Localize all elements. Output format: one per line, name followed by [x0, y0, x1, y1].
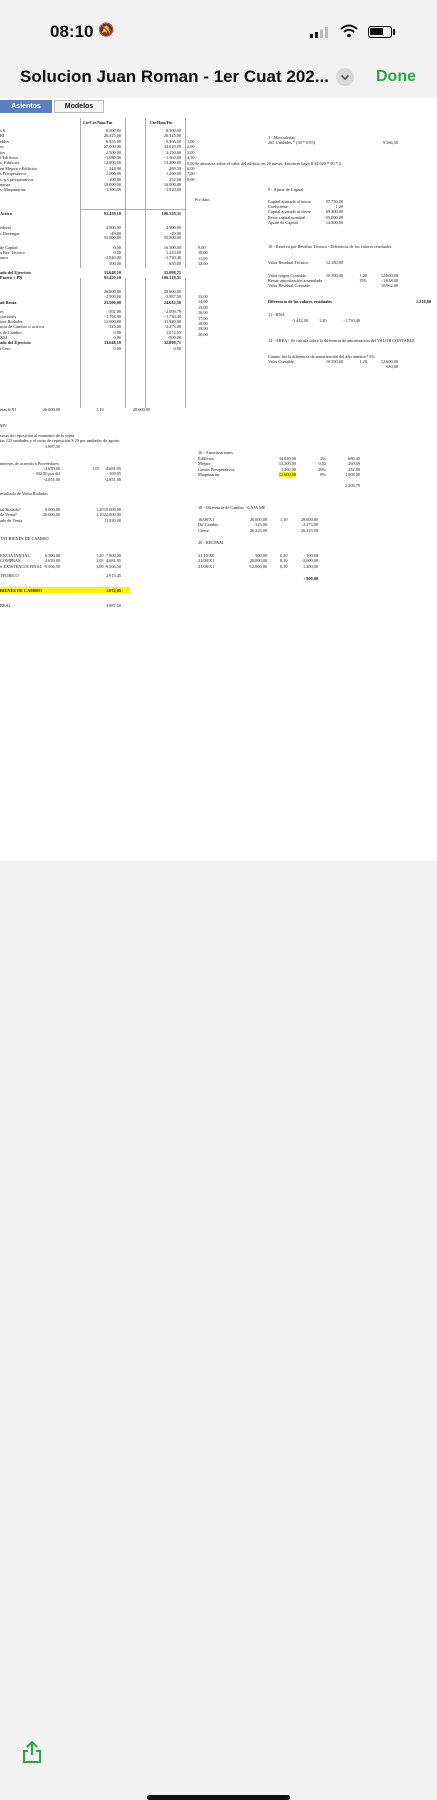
value-cell: 8.500,00 — [105, 128, 121, 133]
value-cell: 32.098,71 — [163, 340, 181, 345]
value-cell: 500,00 — [255, 553, 267, 558]
value-cell: 22.000,00 — [103, 512, 121, 518]
row-label: REAL — [0, 603, 12, 608]
row-label: Edificios — [198, 456, 214, 461]
tab-modelos[interactable]: Modelos — [54, 100, 104, 113]
value-cell: -1.730,40 — [343, 318, 360, 323]
value-cell: -1.638,00 — [381, 278, 398, 284]
value-cell: 20.000,00 — [249, 558, 267, 564]
value-cell: 0,00 — [113, 330, 121, 335]
row-label: s S — [0, 128, 6, 133]
value-cell: 26.325,00 — [163, 133, 181, 139]
row-label: ado del Ejercicio — [0, 270, 31, 275]
value-cell: 325,00 — [109, 324, 121, 329]
row-label: Coeficiente — [268, 204, 288, 210]
value-cell: -392,00 — [107, 309, 121, 314]
value-cell: 3.987,50 — [105, 603, 121, 608]
value-cell: -2.099,79 — [164, 309, 181, 314]
section-title: ntereses de acuerdo a Proveedores — [0, 461, 59, 466]
value-cell: -9.566,50 — [43, 563, 60, 569]
row-label: ado del Ejercicio — [0, 340, 31, 345]
section-title: 16 - Amortizaciones — [198, 450, 233, 455]
section-title: 12 - AREA - Se calcula sobre la diferencia de amortización del VALOR CONTABLE — [268, 338, 415, 343]
value-cell: 10.000,00 — [103, 182, 121, 187]
value-cell: 10.000,00 — [103, 507, 121, 512]
wifi-icon — [340, 24, 358, 38]
value-cell: 6.500,00 — [44, 553, 60, 558]
value-cell: 2.915,45 — [105, 573, 121, 578]
value-cell: 0,00 — [113, 250, 121, 255]
share-icon[interactable] — [22, 1740, 42, 1764]
value-cell: 12.000,00 — [103, 319, 121, 324]
value-cell: 1.000,00 — [105, 171, 121, 177]
row-label: s: g.s preoperativos — [0, 176, 34, 182]
chevron-down-icon[interactable] — [336, 68, 354, 86]
value-cell: 0,10 — [280, 558, 288, 564]
value-cell: 1,10 — [96, 512, 104, 518]
value-cell: 1,20 — [359, 273, 367, 278]
value-cell: 26.000,00 — [249, 517, 267, 522]
row-label: s: Maquinarias — [0, 187, 26, 193]
row-label: Gastos Preoperativos — [198, 466, 235, 472]
value-cell: 2.209,79 — [344, 483, 360, 488]
value-cell: 0,10 — [280, 563, 288, 569]
entry-index: 12,00 — [198, 261, 208, 267]
note-text: 265 Unidades * (30 * 0,95) — [268, 140, 316, 145]
value-cell: 8% — [320, 471, 326, 477]
row-label: s de Cambio — [0, 330, 22, 335]
value-cell: - 100,00 — [303, 553, 318, 558]
value-cell: 1,20 — [359, 359, 367, 364]
value-cell: 20.000,00 — [42, 512, 60, 518]
value-cell: 1.072,05 — [105, 588, 121, 593]
value-cell: -2.500,00 — [104, 294, 121, 299]
value-cell: 1,20 — [335, 204, 343, 210]
row-label: onos — [0, 255, 9, 260]
home-indicator — [147, 1795, 290, 1800]
row-label: Cuanto fue la diferencia de amortización del año anterior? 5% — [268, 354, 375, 359]
row-label: tal Rodado? — [0, 507, 21, 512]
value-cell: 13.200,00 — [163, 160, 181, 166]
value-cell: 0,20 — [280, 553, 288, 558]
value-cell: -2.000,00 — [301, 558, 318, 564]
value-cell: 0,02 — [318, 461, 326, 467]
row-label: de Capital — [0, 245, 18, 250]
value-cell: 34.020,00 — [163, 144, 181, 150]
entry-index: 20,00 — [198, 331, 208, 337]
activo-total: 91.459,10 — [103, 211, 121, 216]
navigation-bar — [0, 60, 437, 98]
value-cell: -4.681,95 — [104, 466, 121, 471]
value-cell: 3.987,50 — [44, 444, 60, 449]
battery-icon — [368, 26, 392, 38]
activo-label: Activo — [0, 211, 12, 216]
section-title: 20 - RECPAM — [198, 540, 224, 545]
row-label: s Devengar — [0, 231, 20, 236]
value-cell: 4.900,00 — [165, 225, 181, 230]
row-label: Mejora — [198, 461, 211, 467]
value-cell: 12.000,00 — [103, 160, 121, 166]
value-cell: 20% — [318, 466, 326, 472]
value-cell: 12.600,00 — [380, 273, 398, 278]
row-label: XM — [0, 335, 7, 340]
value-cell: 10.962,00 — [380, 283, 398, 289]
row-label: Restar amortización acumulada — [268, 278, 323, 284]
row-label: narias — [0, 182, 11, 187]
value-cell: -49,00 — [169, 231, 181, 236]
value-cell: 252,00 — [169, 176, 181, 182]
value-cell: 4.900,00 — [105, 225, 121, 230]
value-cell: 33.648,10 — [103, 270, 121, 275]
value-cell: -49,00 — [109, 231, 121, 236]
value-cell: 69.300,00 — [325, 209, 343, 215]
value-cell: 2.500,00 — [105, 149, 121, 155]
entry-index: 4,50 — [187, 155, 195, 161]
row-label: 21/08/X1 — [198, 558, 215, 564]
entry-index: 11,00 — [198, 255, 208, 261]
value-cell: 26.000,00 — [103, 289, 121, 294]
value-cell: 13.200,00 — [278, 461, 296, 467]
value-cell: 11.920,00 — [163, 319, 181, 324]
value-cell: 1.072,05 — [165, 330, 181, 335]
row-label: edores — [0, 225, 12, 230]
section-title: 10 - Reserva por Revaluo Técnico - Diferencia de los valores residuales — [268, 244, 392, 249]
value-cell: 34.020,00 — [278, 456, 296, 461]
value-cell: -1.080,00 — [104, 155, 121, 160]
value-cell: 4.681,95 — [105, 558, 121, 564]
note-text: costo de reposición al momento de la venta — [0, 433, 75, 438]
activo-total: 106.319,31 — [161, 211, 181, 216]
value-cell: 0,00 — [113, 346, 121, 351]
value-cell: 1,10 — [96, 407, 104, 412]
value-cell: 252,00 — [348, 466, 360, 472]
entry-index: 14,00 — [198, 299, 208, 305]
value-cell: 6.955,00 — [105, 138, 121, 144]
row-label: Valor Residual Contable — [268, 283, 311, 289]
value-cell: 244,90 — [109, 165, 121, 171]
note-text: Por dato — [195, 197, 210, 202]
value-cell: 0,00 — [113, 335, 121, 340]
column-header-2: Cte/Hom/Fin — [150, 120, 173, 125]
entry-index: 2,00 — [187, 144, 195, 150]
row-label: 31/10/X0 — [198, 553, 215, 558]
note-text: tas 125 unidades y el costo de reposición $ 29 por unidades de agosto — [0, 438, 120, 443]
value-cell: 55.000,00 — [103, 235, 121, 240]
row-label: ncia de Cambio s/ activos — [0, 324, 45, 329]
row-label: Resto capital nominal — [268, 214, 306, 220]
row-label: r Edificios — [0, 155, 19, 160]
value-cell: -1.794,90 — [104, 314, 121, 319]
row-label: ad Bruta — [0, 300, 17, 305]
value-cell: 1,20 — [319, 318, 327, 323]
value-cell: - 169,05 — [106, 471, 121, 477]
value-cell: 1,10 — [280, 517, 288, 522]
value-cell: -1.360,00 — [164, 155, 181, 160]
value-cell: 1,20 — [96, 553, 104, 558]
value-cell: 11.920,00 — [103, 517, 121, 523]
column-header-1: Cte/Cte/Nom/Fin — [83, 120, 113, 125]
row-label: de Venta? — [0, 512, 17, 518]
value-cell: 26.325,00 — [300, 527, 318, 533]
value-cell: 0,00 — [113, 245, 121, 250]
row-label: Pasivo + PN — [0, 275, 23, 280]
value-cell: 28.600,00 — [132, 407, 150, 412]
row-label: Valor Contable — [268, 359, 294, 364]
value-cell: 55.000,00 — [163, 235, 181, 240]
value-cell: 16.500,00 — [163, 245, 181, 250]
entry-index: 8,00 — [187, 176, 195, 182]
row-label: 21/08/X1 — [198, 563, 215, 569]
entry-index: 18,00 — [198, 321, 208, 326]
value-cell: 28.600,00 — [300, 517, 318, 522]
row-label: Maquinarias — [198, 471, 220, 477]
row-label: Capital ajustado al inicio — [268, 199, 311, 204]
entry-index: 16,00 — [198, 310, 208, 316]
value-cell: 10.500,00 — [325, 359, 343, 364]
value-cell: -2.273,00 — [164, 324, 181, 329]
value-cell: -1.442,00 — [291, 318, 308, 323]
row-label: Ajuste de Capital — [268, 219, 298, 225]
value-cell: 26.325,00 — [249, 527, 267, 533]
row-label: tera Rodados — [0, 319, 23, 324]
row-label: BIENES DE CAMBIO — [0, 588, 43, 593]
row-label: i Cero — [0, 346, 11, 351]
value-cell: 269,39 — [348, 461, 360, 467]
row-label: os — [0, 144, 4, 150]
value-cell: 1.218,00 — [415, 299, 431, 304]
value-cell: 14.300,00 — [325, 219, 343, 225]
value-cell: - 392,00 por dif — [33, 471, 60, 477]
row-label: Dif.Cambio — [198, 522, 219, 528]
tab-asientos[interactable]: Asientos — [0, 100, 52, 113]
value-cell: 9.566,50 — [382, 140, 398, 145]
row-label: BI — [0, 133, 5, 139]
document-title: Solucion Juan Roman - 1er Cuat 202... — [20, 67, 329, 86]
value-cell: 2% — [320, 456, 326, 461]
row-label: Capital ajustado al cierre — [268, 209, 311, 215]
entry-index: 13,00 — [198, 294, 208, 299]
entry-index: 15,00 — [198, 304, 208, 310]
section-title: resultado de Venta Rodados — [0, 491, 48, 496]
entry-index: 19,00 — [198, 326, 208, 332]
value-cell: 10.500,00 — [325, 273, 343, 278]
section-title: 11 - RNA — [268, 312, 285, 317]
value-cell: 106.319,31 — [161, 275, 181, 280]
value-cell: 1,05 — [96, 558, 104, 564]
row-label: s Preoperativos — [0, 171, 27, 177]
value-cell: -4.659,00 — [43, 466, 60, 471]
entry-index: 17,00 — [198, 315, 208, 321]
value-cell: - 900,00 — [303, 576, 318, 581]
value-cell: 12.180,00 — [325, 260, 343, 265]
row-label: ciaciones — [0, 314, 16, 319]
row-label: 16/08/X1 — [198, 517, 215, 522]
entry-index: 3,00 — [187, 149, 195, 155]
section-title: 1 - Mercaderías — [268, 135, 295, 140]
value-cell: 1.008,00 — [344, 471, 360, 477]
value-cell: 26.325,00 — [103, 133, 121, 139]
entry-index: 10,00 — [198, 250, 208, 256]
row-label: en Mejora e Edificios — [0, 165, 38, 171]
row-label: es — [0, 309, 4, 314]
value-cell: 9.566,50 — [165, 138, 181, 144]
value-cell: 27.000,00 — [103, 144, 121, 150]
value-cell: 16.000,00 — [163, 182, 181, 187]
value-cell: 4.659,00 — [44, 558, 60, 564]
value-cell: 325,00 — [255, 522, 267, 528]
value-cell: 28.600,00 — [163, 289, 181, 294]
value-cell: 7.800,00 — [105, 553, 121, 558]
value-cell: 630,00 — [169, 261, 181, 266]
value-cell: -12.000,00 — [248, 563, 267, 569]
row-label: ntas 6/X1 — [0, 407, 17, 412]
value-cell: 1.260,00 — [280, 466, 296, 472]
value-cell: 32.098,71 — [163, 270, 181, 275]
value-cell: -9.566,50 — [104, 563, 121, 569]
entry-index: 5,00 — [187, 160, 195, 166]
value-cell: -1.300,00 — [104, 187, 121, 193]
entry-index: 9,00 — [198, 245, 206, 250]
row-label: MV — [0, 423, 7, 428]
row-label: Valor Residual Técnico — [268, 260, 309, 265]
value-cell: 1.210,00 — [165, 250, 181, 255]
bottom-toolbar — [0, 861, 437, 950]
row-label: ado de Venta — [0, 517, 23, 523]
entry-index: 7,00 — [187, 171, 195, 177]
value-cell: 1.260,00 — [165, 171, 181, 177]
row-label: s: Edificios — [0, 160, 20, 166]
value-cell: -900,00 — [167, 335, 181, 340]
value-cell: 269,39 — [169, 165, 181, 171]
value-cell: 57.750,00 — [325, 199, 343, 204]
value-cell: 12.600,00 — [380, 359, 398, 364]
value-cell: 15% — [359, 278, 367, 284]
do-not-disturb-icon: 🔕 — [98, 22, 115, 37]
entry-index: 6,00 — [187, 166, 195, 171]
value-cell: -2.273,00 — [301, 522, 318, 528]
value-cell: 1,05 — [92, 466, 100, 471]
value-cell: 12.600,00 — [278, 471, 296, 477]
value-cell: -3.987,50 — [164, 294, 181, 299]
row-label: TEORICO — [0, 573, 19, 578]
value-cell: -4.851,00 — [104, 476, 121, 482]
row-label: Valor origen Contable — [268, 273, 306, 278]
value-cell: 680,40 — [348, 456, 360, 461]
value-cell: 8.500,00 — [165, 128, 181, 133]
value-cell: 23.500,00 — [103, 300, 121, 305]
value-cell: 500,00 — [109, 261, 121, 266]
value-cell: 1,20 — [96, 507, 104, 512]
value-cell: -1.730,40 — [164, 255, 181, 260]
section-title: 9 - Ajuste de Capital — [268, 187, 304, 192]
value-cell: -1.820,00 — [164, 187, 181, 193]
row-label: COMPRAS — [0, 558, 21, 564]
row-label: eldos — [0, 138, 10, 144]
value-cell: -2.540,00 — [104, 255, 121, 260]
clock: 08:10 — [50, 22, 94, 41]
row-label: ios — [0, 149, 6, 155]
value-cell: -1.730,40 — [164, 314, 181, 319]
value-cell: 200,00 — [109, 176, 121, 182]
status-bar — [0, 0, 437, 60]
value-cell: 91.459,10 — [103, 275, 121, 280]
value-cell: 24.612,50 — [163, 300, 181, 305]
row-label: ENCIA INICIAL — [0, 553, 30, 558]
value-cell: 0,00 — [173, 346, 181, 351]
value-cell: 8.000,00 — [44, 507, 60, 512]
note-text: Se amortiza sobre el valor del edificio en 29 meses. Entonces hago $ 34.020 * 50 * 2 — [195, 161, 341, 166]
value-cell: -55.000,00 — [324, 214, 343, 220]
row-label: a Rev Técnico — [0, 250, 25, 255]
value-cell: 26.000,00 — [42, 407, 60, 412]
section-title: 18 - Diferencia de Cambio - CAJA ME — [198, 505, 266, 510]
value-cell: 1.200,00 — [302, 563, 318, 569]
section-title: TAT BIENES DE CAMBIO — [0, 536, 49, 541]
value-cell: 3.150,00 — [165, 149, 181, 155]
row-label: Cierre — [198, 527, 209, 533]
signal-icon — [310, 27, 328, 38]
value-cell: 33.648,10 — [103, 340, 121, 345]
spreadsheet-preview[interactable] — [0, 98, 437, 861]
value-cell: -4.051,00 — [43, 476, 60, 482]
value-cell: 1,00 — [96, 563, 104, 569]
row-label: S EXISTENCIA FINAL — [0, 563, 43, 569]
done-button[interactable]: Done — [376, 68, 416, 85]
row-label: Diferencia de los valores residuales — [268, 299, 332, 304]
entry-index: 1,00 — [187, 139, 195, 144]
value-cell: 630,00 — [386, 364, 398, 369]
